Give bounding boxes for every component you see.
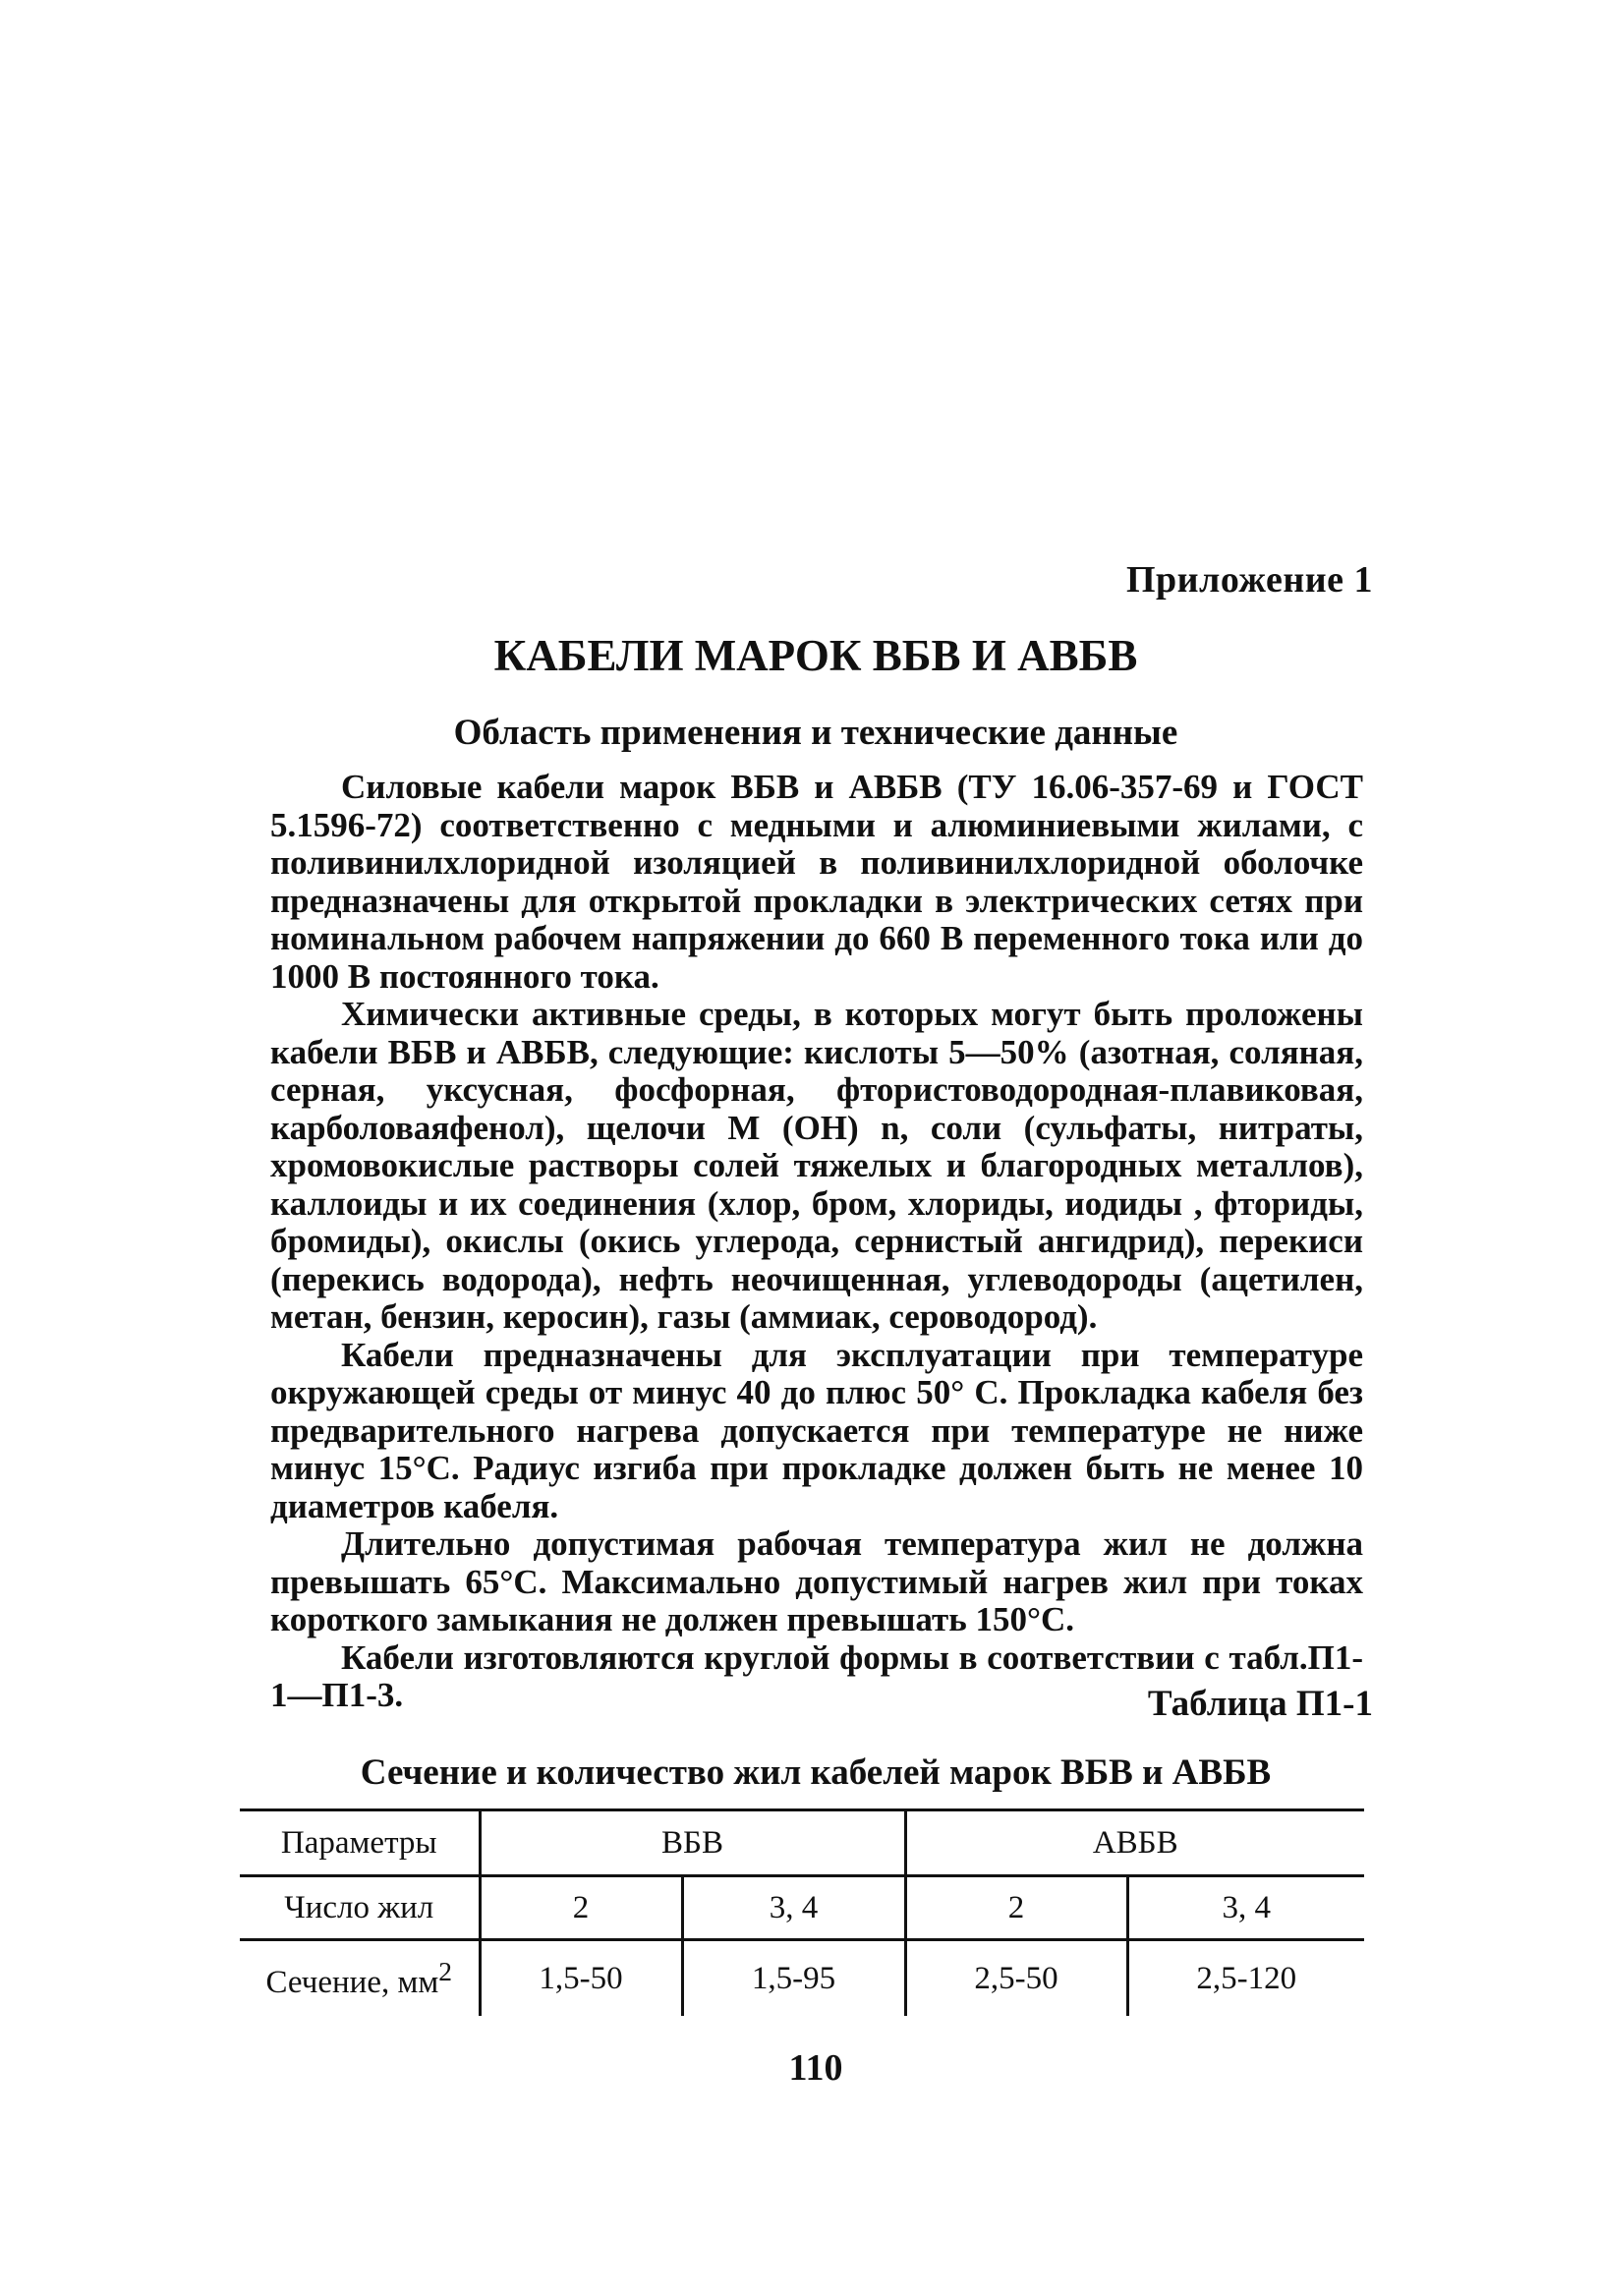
table-row [240,1876,1364,1940]
table-cell: 3, 4 [682,1876,905,1940]
paragraph: Кабели предназначены для эксплуатации при температуре окружающей среды от минус 40 до плюс 50° С. Прокладка кабеля без предварительного нагрева допускается при температуре не ниже минус 15°С. Радиус изгиба при прокладке должен быть не менее 10 диаметров кабеля. [270,1335,1363,1525]
row-label [240,1940,480,2017]
paragraph: Силовые кабели марок ВБВ и АВБВ (ТУ 16.06-357-69 и ГОСТ 5.1596-72) соответственно с медными и алюминиевыми жилами, с поливинилхлоридной изоляцией в поливинилхлоридной оболочке предназначены для открытой прокладки в электрических сетях при номинальном рабочем напряжении до 660 В переменного тока или до 1000 В постоянного тока. [270,768,1363,996]
paragraph: Кабели изготовляются круглой формы в соответствии с табл.П1-1—П1-3. [270,1637,1363,1714]
appendix-label: Приложение 1 [1125,559,1373,601]
paragraph: Длительно допустимая рабочая температура жил не должна превышать 65°С. Максимально допустимый нагрев жил при токах короткого замыкания не должен превышать 150°С. [270,1524,1363,1638]
table-cell: 3, 4 [1127,1876,1364,1940]
table-cell: 2 [905,1876,1127,1940]
table-row [240,1940,1364,2017]
table-cell: 1,5-95 [682,1940,905,2017]
section-subtitle: Область применения и технические данные [453,713,1178,753]
table-header-row [240,1810,1364,1876]
row-label-text: Сечение, мм [265,1965,439,2000]
header-cell-avbv: АВБВ [905,1810,1364,1876]
page-title: КАБЕЛИ МАРОК ВБВ И АВБВ [493,631,1138,680]
table-cell: 1,5-50 [480,1940,682,2017]
cables-table [240,1808,1364,2016]
table-label: Таблица П1-1 [1147,1684,1373,1724]
table-cell: 2 [480,1876,682,1940]
header-cell-params: Параметры [240,1810,480,1876]
row-label: Число жил [240,1876,480,1940]
table-title: Сечение и количество жил кабелей марок ВБВ и АВБВ [360,1752,1272,1793]
paragraph: Химически активные среды, в которых могут быть проложены кабели ВБВ и АВБВ, следующие: кислоты 5—50% (азотная, соляная, серная, уксусная, фосфорная, фтористоводородная-плавиковая, карболоваяфенол), щелочи М (ОН) n, соли (сульфаты, нитраты, хромовокислые растворы солей тяжелых и благородных металлов), каллоиды и их соединения (хлор, бром, хлориды, иодиды , фториды, бромиды), окислы (окись углерода, сернистый ангидрид), перекиси (перекись водорода), нефть неочищенная, углеводороды (ацетилен, метан, бензин, керосин), газы (аммиак, сероводород). [270,995,1363,1336]
table-cell: 2,5-120 [1127,1940,1364,2017]
table-cell: 2,5-50 [905,1940,1127,2017]
body-text [270,769,1363,1715]
unit-superscript: 2 [438,1956,452,1986]
page-number: 110 [788,2047,843,2089]
header-cell-vbv: ВБВ [480,1810,905,1876]
